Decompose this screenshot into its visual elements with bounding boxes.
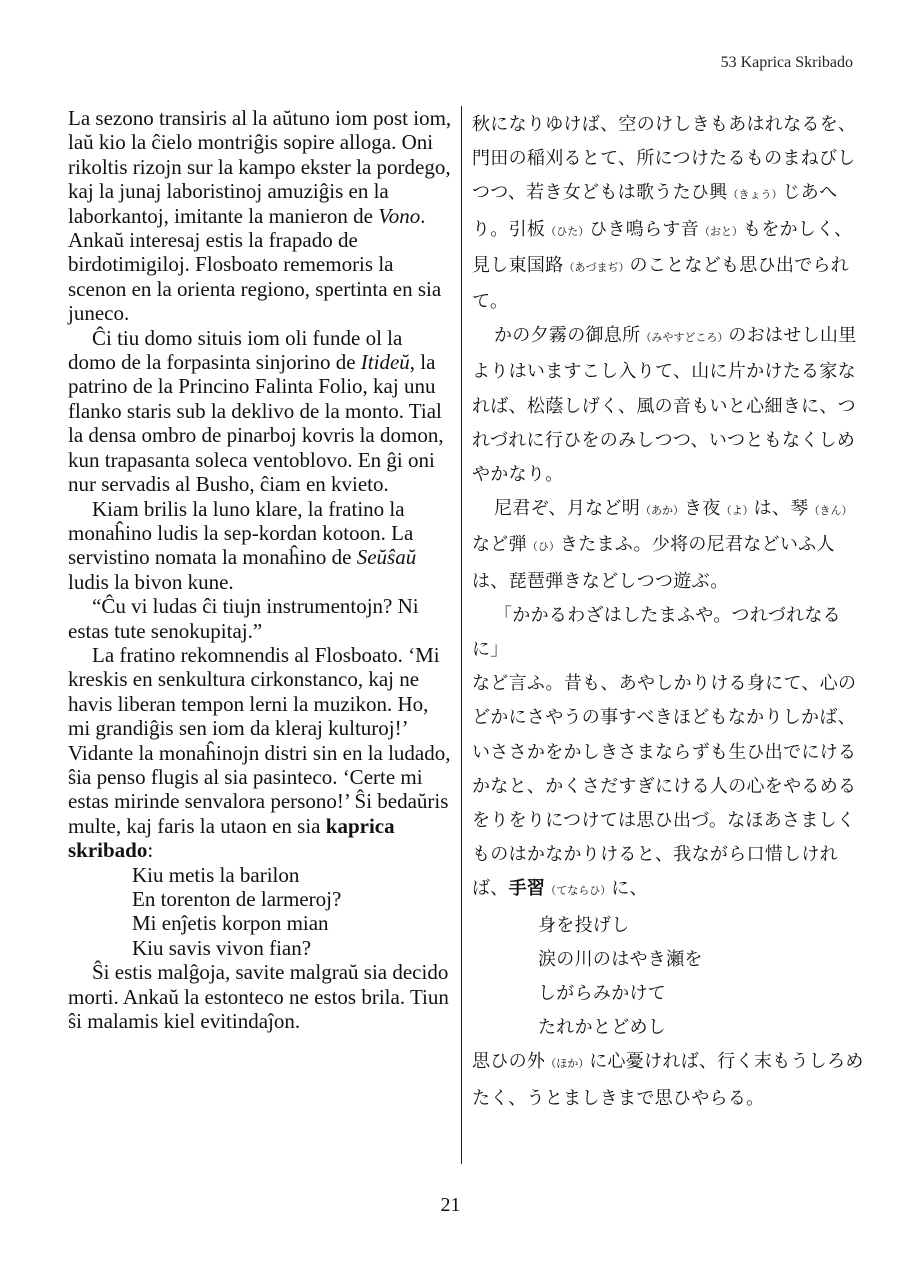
column-divider [461, 106, 462, 1164]
ruby-reading: （おと） [699, 224, 744, 238]
japanese-column [472, 108, 864, 1116]
jp-paragraph-2: かの夕霧の御息所（みやすどころ）のおはせし山里よりはいますこし入りて、山に片かけたる家なれば、松蔭しげく、風の音もいと心細きに、つれづれに行ひをのみしつつ、いつともなくしめやかなり。 [472, 325, 857, 486]
ruby-reading: （よ） [720, 504, 754, 518]
ruby-reading: （あか） [640, 504, 685, 518]
page-number: 21 [440, 1194, 461, 1216]
verse-line: 涙の川のはやき瀬を [538, 948, 703, 970]
ruby-reading: （みやすどころ） [640, 331, 729, 345]
ruby-reading: （きん） [808, 504, 853, 518]
ruby-reading: （てならひ） [545, 884, 612, 898]
poem-line: Kiu savis vivon fian? [132, 935, 312, 960]
running-head: 53 Kaprica Skribado [720, 54, 853, 71]
waka-verse [538, 909, 864, 1046]
verse-line: 身を投げし [538, 914, 630, 936]
paragraph-6: Ŝi estis malĝoja, savite malgraŭ sia decido morti. Ankaŭ la estonteco ne estos brila. Tiun ŝi malamis kiel evitindaĵon. [68, 960, 449, 1034]
poem [132, 863, 454, 961]
paragraph-2: Ĉi tiu domo situis iom oli funde ol la domo de la forpasinta sinjorino de Itideŭ, la patrino de la Princino Falinta Folio, kaj unu flanko staris sub la deklivo de la monto. Tial la densa ombro de pinarboj kovris la domon, kun trapasanta soleca ventoblovo. En ĝi oni nur servadis al Busho, ĉiam en kvieto. [68, 325, 444, 497]
verse-line: しがらみかけて [538, 983, 667, 1005]
ruby-reading: （あづまぢ） [563, 260, 630, 274]
jp-paragraph-1: 秋になりゆけば、空のけしきもあはれなるを、門田の稲刈るとて、所につけたるものまねびしつつ、若き女どもは歌うたひ興（きょう）じあへり。引板（ひた）ひき鳴らす音（おと）もをかしく、見し東国路（あづまぢ）のことなども思ひ出でられて。 [472, 114, 857, 313]
ruby-reading: （きょう） [727, 188, 783, 202]
jp-paragraph-4: 「かかるわざはしたまふや。つれづれなるに」 [472, 604, 841, 661]
ruby-reading: （ひ） [526, 540, 560, 554]
jp-paragraph-3: 尼君ぞ、月など明（あか）き夜（よ）は、琴（きん）など弾（ひ）きたまふ。少将の尼君などいふ人は、琵琶弾きなどしつつ遊ぶ。 [472, 498, 853, 592]
paragraph-4: “Ĉu vi ludas ĉi tiujn instrumentojn? Ni estas tute senokupitaj.” [68, 594, 419, 643]
ruby-reading: （ひた） [545, 224, 590, 238]
poem-line: Kiu metis la barilon [132, 862, 300, 887]
paragraph-3: Kiam brilis la luno klare, la fratino la monaĥino ludis la sep-kordan kotoon. La servistino nomata la monaĥino de Seŭŝaŭ ludis la bivon kune. [68, 496, 417, 594]
poem-line: En torenton de larmeroj? [132, 887, 342, 911]
paragraph-5: La fratino rekomnendis al Flosboato. ‘Mi kreskis en senkultura cirkonstanco, kaj ne havis liberan tempon lerni la muzikon. Ho, mi grandiĝis sen iom da kleraj kulturoj!’ Vidante la monaĥinojn distri sin en la ludado, ŝia penso flugis al sia pasinteco. ‘Certe mi estas mirinde senvalora persono!’ Ŝi bedaŭris multe, kaj faris la utaon en sia kaprica skribado: [68, 642, 451, 863]
jp-paragraph-6: 思ひの外（ほか）に心憂ければ、行く末もうしろめたく、うとましきまで思ひやらる。 [472, 1051, 864, 1109]
verse-line: たれかとどめし [538, 1017, 667, 1039]
jp-paragraph-5: など言ふ。昔も、あやしかりける身にて、心のどかにさやうの事すべきほどもなかりしかば、いささかをかしきさまならずも生ひ出でにけるかなと、かくさだすぎにける人の心をやるめるをりをりにつけては思ひ出づ。なほあさましくものはかなかりけると、我ながら口惜しければ、手習（てならひ）に、 [472, 673, 857, 900]
esperanto-column [68, 106, 454, 1033]
paragraph-1: La sezono transiris al la aŭtuno iom post iom, laŭ kio la ĉielo montriĝis sopire alloga. Oni rikoltis rizojn sur la kampo ekster la pordego, kaj la junaj laboristinoj amuziĝis en la laborkantoj, imitante la manieron de Vono. Ankaŭ interesaj estis la frapado de birdotimigiloj. Flosboato rememoris la scenon en la orienta regiono, spertinta en sia juneco. [68, 106, 452, 326]
poem-line: Mi enĵetis korpon mian [132, 911, 329, 936]
ruby-reading: （ほか） [545, 1057, 590, 1071]
